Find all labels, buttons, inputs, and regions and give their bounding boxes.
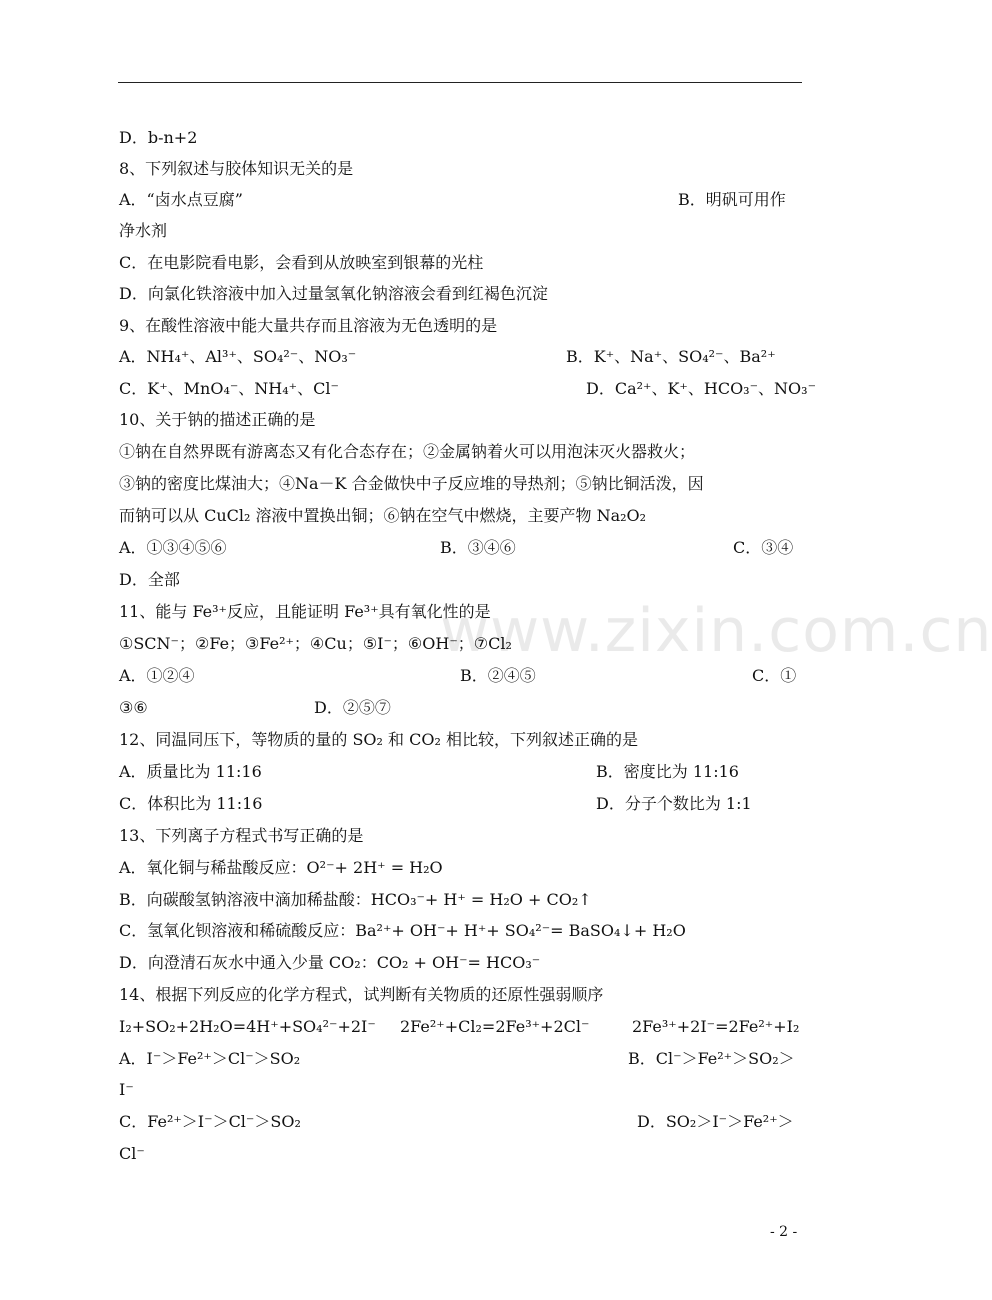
q8-stem: 8、下列叙述与胶体知识无关的是 xyxy=(119,159,354,178)
q14-equation-3: 2Fe³⁺+2I⁻=2Fe²⁺+I₂ xyxy=(632,1017,800,1036)
q8-option-b: B．明矾可用作 xyxy=(678,190,786,209)
q13-option-c: C．氢氧化钡溶液和稀硫酸反应：Ba²⁺+ OH⁻+ H⁺+ SO₄²⁻= BaSO₄↓+ H₂O xyxy=(119,921,686,940)
q10-stem: 10、关于钠的描述正确的是 xyxy=(119,410,316,429)
header-rule xyxy=(118,82,802,83)
q10-statement-1: ①钠在自然界既有游离态又有化合态存在；②金属钠着火可以用泡沫灭火器救火； xyxy=(119,442,696,461)
q10-statement-3: 而钠可以从 CuCl₂ 溶液中置换出铜；⑥钠在空气中燃烧，主要产物 Na₂O₂ xyxy=(119,506,647,525)
q13-stem: 13、下列离子方程式书写正确的是 xyxy=(119,826,364,845)
q11-option-a: A．①②④ xyxy=(119,666,195,685)
q13-option-b: B．向碳酸氢钠溶液中滴加稀盐酸：HCO₃⁻+ H⁺ = H₂O + CO₂↑ xyxy=(119,890,592,909)
q8-option-c: C．在电影院看电影，会看到从放映室到银幕的光柱 xyxy=(119,253,484,272)
q14-option-c: C．Fe²⁺＞I⁻＞Cl⁻＞SO₂ xyxy=(119,1112,301,1131)
q14-option-d: D．SO₂＞I⁻＞Fe²⁺＞ xyxy=(637,1112,794,1131)
q9-option-a: A．NH₄⁺、Al³⁺、SO₄²⁻、NO₃⁻ xyxy=(119,347,357,366)
q13-option-d: D．向澄清石灰水中通入少量 CO₂：CO₂ + OH⁻= HCO₃⁻ xyxy=(119,953,541,972)
q8-option-d: D．向氯化铁溶液中加入过量氢氧化钠溶液会看到红褐色沉淀 xyxy=(119,284,548,303)
q11-option-c-cont: ③⑥ xyxy=(119,698,148,717)
q12-option-b: B．密度比为 11:16 xyxy=(596,762,739,781)
q14-option-b-cont: I⁻ xyxy=(119,1080,134,1099)
q8-option-a: A．“卤水点豆腐” xyxy=(119,190,243,209)
q11-list: ①SCN⁻；②Fe；③Fe²⁺；④Cu；⑤I⁻；⑥OH⁻；⑦Cl₂ xyxy=(119,634,512,653)
q10-option-d: D．全部 xyxy=(119,570,180,589)
q9-stem: 9、在酸性溶液中能大量共存而且溶液为无色透明的是 xyxy=(119,316,498,335)
watermark: www.zixin.com.cn xyxy=(440,596,992,666)
q8-option-b-cont: 净水剂 xyxy=(119,221,168,240)
q11-option-b: B．②④⑤ xyxy=(460,666,536,685)
q14-option-b: B．Cl⁻＞Fe²⁺＞SO₂＞ xyxy=(628,1049,795,1068)
q9-option-d: D．Ca²⁺、K⁺、HCO₃⁻、NO₃⁻ xyxy=(586,379,817,398)
q9-option-c: C．K⁺、MnO₄⁻、NH₄⁺、Cl⁻ xyxy=(119,379,339,398)
q11-option-d: D．②⑤⑦ xyxy=(314,698,391,717)
q11-option-c: C．① xyxy=(752,666,797,685)
q14-option-a: A．I⁻＞Fe²⁺＞Cl⁻＞SO₂ xyxy=(119,1049,301,1068)
q10-statement-2: ③钠的密度比煤油大；④Na－K 合金做快中子反应堆的导热剂；⑤钠比铜活泼，因 xyxy=(119,474,704,493)
q12-stem: 12、同温同压下，等物质的量的 SO₂ 和 CO₂ 相比较，下列叙述正确的是 xyxy=(119,730,638,749)
q12-option-c: C．体积比为 11:16 xyxy=(119,794,263,813)
q14-equation-1: I₂+SO₂+2H₂O=4H⁺+SO₄²⁻+2I⁻ xyxy=(119,1017,376,1036)
q10-option-b: B．③④⑥ xyxy=(440,538,516,557)
q14-equation-2: 2Fe²⁺+Cl₂=2Fe³⁺+2Cl⁻ xyxy=(400,1017,590,1036)
q10-option-a: A．①③④⑤⑥ xyxy=(119,538,227,557)
q14-stem: 14、根据下列反应的化学方程式，试判断有关物质的还原性强弱顺序 xyxy=(119,985,604,1004)
q12-option-a: A．质量比为 11:16 xyxy=(119,762,262,781)
q14-option-d-cont: Cl⁻ xyxy=(119,1144,145,1163)
page-number: - 2 - xyxy=(770,1224,798,1240)
q10-option-c: C．③④ xyxy=(733,538,794,557)
q7-option-d: D．b-n+2 xyxy=(119,128,198,147)
q11-stem: 11、能与 Fe³⁺反应，且能证明 Fe³⁺具有氧化性的是 xyxy=(119,602,491,621)
q12-option-d: D．分子个数比为 1:1 xyxy=(596,794,752,813)
q13-option-a: A．氧化铜与稀盐酸反应：O²⁻+ 2H⁺ = H₂O xyxy=(119,858,443,877)
q9-option-b: B．K⁺、Na⁺、SO₄²⁻、Ba²⁺ xyxy=(566,347,776,366)
